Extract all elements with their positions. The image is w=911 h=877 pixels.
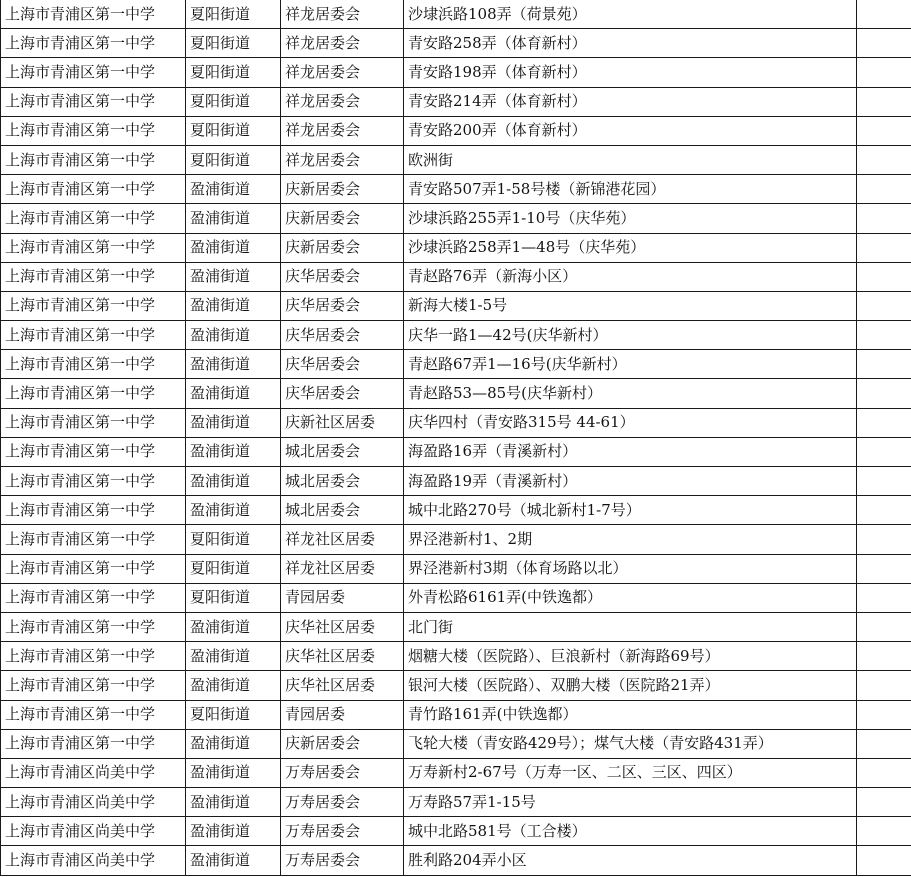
table-row — [1, 467, 911, 496]
table-row — [1, 58, 911, 87]
school-cell: 上海市青浦区第一中学 — [1, 116, 186, 145]
street-cell: 盈浦街道 — [186, 612, 281, 641]
address-cell: 海盈路16弄（青溪新村） — [404, 437, 857, 466]
committee-cell: 庆华居委会 — [281, 291, 404, 320]
street-cell: 盈浦街道 — [186, 262, 281, 291]
street-cell: 盈浦街道 — [186, 321, 281, 350]
address-cell: 青赵路53—85号(庆华新村） — [404, 379, 857, 408]
committee-cell: 庆新社区居委 — [281, 408, 404, 437]
extra-cell — [857, 700, 911, 729]
extra-cell — [857, 817, 911, 846]
address-cell: 庆华一路1—42号(庆华新村） — [404, 321, 857, 350]
table-row — [1, 700, 911, 729]
committee-cell: 庆华社区居委 — [281, 642, 404, 671]
address-cell: 沙埭浜路255弄1-10号（庆华苑） — [404, 204, 857, 233]
committee-cell: 庆新居委会 — [281, 729, 404, 758]
address-cell: 飞轮大楼（青安路429号）；煤气大楼（青安路431弄） — [404, 729, 857, 758]
table-row — [1, 262, 911, 291]
table-row — [1, 729, 911, 758]
address-cell: 青赵路76弄（新海小区） — [404, 262, 857, 291]
committee-cell: 祥龙居委会 — [281, 29, 404, 58]
street-cell: 夏阳街道 — [186, 700, 281, 729]
extra-cell — [857, 204, 911, 233]
committee-cell: 青园居委 — [281, 700, 404, 729]
committee-cell: 祥龙居委会 — [281, 145, 404, 174]
school-cell: 上海市青浦区第一中学 — [1, 408, 186, 437]
street-cell: 盈浦街道 — [186, 379, 281, 408]
address-cell: 青安路507弄1-58号楼（新锦港花园） — [404, 175, 857, 204]
extra-cell — [857, 145, 911, 174]
committee-cell: 青园居委 — [281, 583, 404, 612]
school-cell: 上海市青浦区第一中学 — [1, 0, 186, 29]
committee-cell: 祥龙居委会 — [281, 0, 404, 29]
address-cell: 庆华四村（青安路315号 44-61） — [404, 408, 857, 437]
committee-cell: 祥龙社区居委 — [281, 525, 404, 554]
school-cell: 上海市青浦区第一中学 — [1, 379, 186, 408]
address-cell: 界泾港新村3期（体育场路以北） — [404, 554, 857, 583]
street-cell: 夏阳街道 — [186, 583, 281, 612]
extra-cell — [857, 846, 911, 875]
school-cell: 上海市青浦区尚美中学 — [1, 758, 186, 787]
school-cell: 上海市青浦区第一中学 — [1, 729, 186, 758]
school-cell: 上海市青浦区第一中学 — [1, 554, 186, 583]
street-cell: 盈浦街道 — [186, 729, 281, 758]
street-cell: 盈浦街道 — [186, 437, 281, 466]
address-cell: 胜利路204弄小区 — [404, 846, 857, 875]
street-cell: 夏阳街道 — [186, 525, 281, 554]
extra-cell — [857, 758, 911, 787]
address-cell: 界泾港新村1、2期 — [404, 525, 857, 554]
committee-cell: 万寿居委会 — [281, 758, 404, 787]
extra-cell — [857, 116, 911, 145]
extra-cell — [857, 671, 911, 700]
table-row — [1, 758, 911, 787]
extra-cell — [857, 58, 911, 87]
extra-cell — [857, 291, 911, 320]
school-cell: 上海市青浦区第一中学 — [1, 262, 186, 291]
extra-cell — [857, 729, 911, 758]
school-cell: 上海市青浦区第一中学 — [1, 145, 186, 174]
address-cell: 青安路214弄（体育新村） — [404, 87, 857, 116]
address-cell: 欧洲街 — [404, 145, 857, 174]
school-cell: 上海市青浦区第一中学 — [1, 583, 186, 612]
table-row — [1, 0, 911, 29]
extra-cell — [857, 321, 911, 350]
table-row — [1, 145, 911, 174]
table-row — [1, 408, 911, 437]
school-cell: 上海市青浦区尚美中学 — [1, 788, 186, 817]
extra-cell — [857, 642, 911, 671]
street-cell: 盈浦街道 — [186, 175, 281, 204]
school-cell: 上海市青浦区第一中学 — [1, 204, 186, 233]
committee-cell: 庆华居委会 — [281, 321, 404, 350]
street-cell: 盈浦街道 — [186, 496, 281, 525]
table-row — [1, 846, 911, 875]
table-row — [1, 642, 911, 671]
address-cell: 城中北路270号（城北新村1-7号） — [404, 496, 857, 525]
committee-cell: 庆新居委会 — [281, 175, 404, 204]
address-cell: 新海大楼1-5号 — [404, 291, 857, 320]
address-cell: 城中北路581号（工合楼） — [404, 817, 857, 846]
table-body — [1, 0, 911, 875]
street-cell: 夏阳街道 — [186, 87, 281, 116]
extra-cell — [857, 583, 911, 612]
street-cell: 夏阳街道 — [186, 145, 281, 174]
committee-cell: 万寿居委会 — [281, 817, 404, 846]
school-cell: 上海市青浦区第一中学 — [1, 525, 186, 554]
table-row — [1, 437, 911, 466]
address-cell: 北门街 — [404, 612, 857, 641]
extra-cell — [857, 350, 911, 379]
committee-cell: 城北居委会 — [281, 467, 404, 496]
extra-cell — [857, 525, 911, 554]
extra-cell — [857, 496, 911, 525]
table-row — [1, 612, 911, 641]
street-cell: 盈浦街道 — [186, 350, 281, 379]
school-cell: 上海市青浦区第一中学 — [1, 350, 186, 379]
table-row — [1, 116, 911, 145]
extra-cell — [857, 29, 911, 58]
table-row — [1, 671, 911, 700]
table-row — [1, 525, 911, 554]
street-cell: 盈浦街道 — [186, 788, 281, 817]
extra-cell — [857, 262, 911, 291]
school-cell: 上海市青浦区第一中学 — [1, 321, 186, 350]
committee-cell: 庆华居委会 — [281, 262, 404, 291]
table-row — [1, 788, 911, 817]
table-row — [1, 291, 911, 320]
table-row — [1, 321, 911, 350]
street-cell: 盈浦街道 — [186, 408, 281, 437]
table-row — [1, 204, 911, 233]
address-cell: 沙埭浜路258弄1—48号（庆华苑） — [404, 233, 857, 262]
street-cell: 夏阳街道 — [186, 29, 281, 58]
address-cell: 外青松路6161弄(中铁逸都） — [404, 583, 857, 612]
street-cell: 盈浦街道 — [186, 846, 281, 875]
school-cell: 上海市青浦区第一中学 — [1, 467, 186, 496]
table-row — [1, 29, 911, 58]
street-cell: 盈浦街道 — [186, 671, 281, 700]
address-cell: 烟糖大楼（医院路）、巨浪新村（新海路69号） — [404, 642, 857, 671]
school-cell: 上海市青浦区第一中学 — [1, 175, 186, 204]
committee-cell: 城北居委会 — [281, 496, 404, 525]
table-row — [1, 817, 911, 846]
street-cell: 盈浦街道 — [186, 204, 281, 233]
street-cell: 夏阳街道 — [186, 116, 281, 145]
address-cell: 万寿路57弄1-15号 — [404, 788, 857, 817]
street-cell: 盈浦街道 — [186, 233, 281, 262]
extra-cell — [857, 437, 911, 466]
street-cell: 夏阳街道 — [186, 0, 281, 29]
address-cell: 青安路258弄（体育新村） — [404, 29, 857, 58]
school-cell: 上海市青浦区第一中学 — [1, 233, 186, 262]
committee-cell: 庆新居委会 — [281, 233, 404, 262]
street-cell: 盈浦街道 — [186, 291, 281, 320]
extra-cell — [857, 467, 911, 496]
address-cell: 沙埭浜路108弄（荷景苑） — [404, 0, 857, 29]
committee-cell: 庆华社区居委 — [281, 671, 404, 700]
street-cell: 盈浦街道 — [186, 467, 281, 496]
school-cell: 上海市青浦区尚美中学 — [1, 846, 186, 875]
committee-cell: 万寿居委会 — [281, 846, 404, 875]
school-cell: 上海市青浦区第一中学 — [1, 437, 186, 466]
extra-cell — [857, 554, 911, 583]
extra-cell — [857, 87, 911, 116]
address-cell: 青竹路161弄(中铁逸都） — [404, 700, 857, 729]
school-cell: 上海市青浦区第一中学 — [1, 612, 186, 641]
committee-cell: 庆华居委会 — [281, 350, 404, 379]
committee-cell: 祥龙社区居委 — [281, 554, 404, 583]
address-cell: 万寿新村2-67号（万寿一区、二区、三区、四区） — [404, 758, 857, 787]
extra-cell — [857, 175, 911, 204]
school-cell: 上海市青浦区第一中学 — [1, 87, 186, 116]
address-cell: 青赵路67弄1—16号(庆华新村） — [404, 350, 857, 379]
address-cell: 银河大楼（医院路）、双鹏大楼（医院路21弄） — [404, 671, 857, 700]
extra-cell — [857, 233, 911, 262]
committee-cell: 祥龙居委会 — [281, 116, 404, 145]
school-cell: 上海市青浦区第一中学 — [1, 671, 186, 700]
committee-cell: 祥龙居委会 — [281, 87, 404, 116]
school-cell: 上海市青浦区尚美中学 — [1, 817, 186, 846]
extra-cell — [857, 379, 911, 408]
school-cell: 上海市青浦区第一中学 — [1, 496, 186, 525]
street-cell: 盈浦街道 — [186, 758, 281, 787]
table-row — [1, 583, 911, 612]
extra-cell — [857, 408, 911, 437]
school-cell: 上海市青浦区第一中学 — [1, 291, 186, 320]
school-cell: 上海市青浦区第一中学 — [1, 58, 186, 87]
extra-cell — [857, 612, 911, 641]
table-row — [1, 233, 911, 262]
extra-cell — [857, 0, 911, 29]
table-row — [1, 554, 911, 583]
street-cell: 盈浦街道 — [186, 642, 281, 671]
extra-cell — [857, 788, 911, 817]
table-row — [1, 379, 911, 408]
committee-cell: 城北居委会 — [281, 437, 404, 466]
committee-cell: 万寿居委会 — [281, 788, 404, 817]
school-cell: 上海市青浦区第一中学 — [1, 29, 186, 58]
address-cell: 海盈路19弄（青溪新村） — [404, 467, 857, 496]
table-row — [1, 350, 911, 379]
street-cell: 夏阳街道 — [186, 58, 281, 87]
committee-cell: 庆华社区居委 — [281, 612, 404, 641]
table-row — [1, 87, 911, 116]
school-cell: 上海市青浦区第一中学 — [1, 700, 186, 729]
committee-cell: 祥龙居委会 — [281, 58, 404, 87]
address-cell: 青安路198弄（体育新村） — [404, 58, 857, 87]
street-cell: 夏阳街道 — [186, 554, 281, 583]
street-cell: 盈浦街道 — [186, 817, 281, 846]
address-cell: 青安路200弄（体育新村） — [404, 116, 857, 145]
table-row — [1, 496, 911, 525]
school-cell: 上海市青浦区第一中学 — [1, 642, 186, 671]
committee-cell: 庆新居委会 — [281, 204, 404, 233]
table-row — [1, 175, 911, 204]
committee-cell: 庆华居委会 — [281, 379, 404, 408]
